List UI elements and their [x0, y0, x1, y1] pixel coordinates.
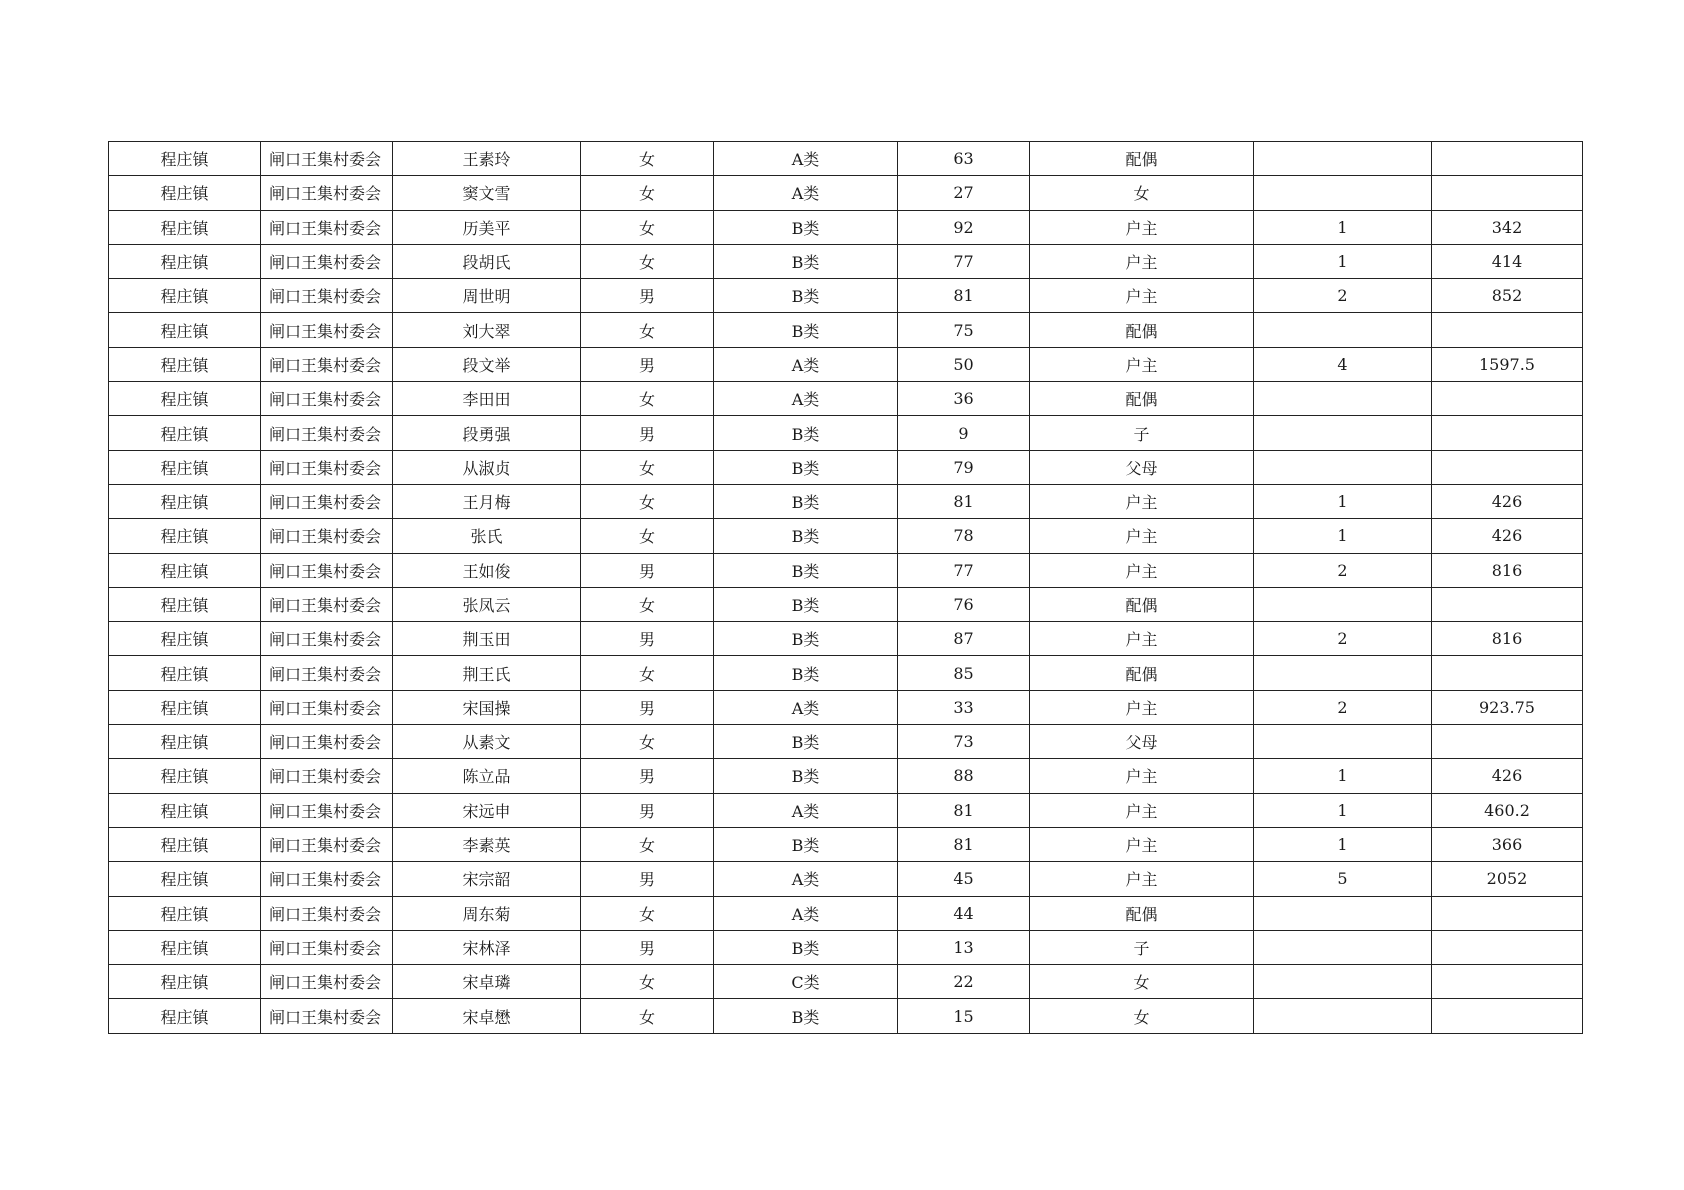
table-row [109, 725, 1583, 759]
table-row [109, 347, 1583, 381]
category-cell: B类 [714, 622, 898, 656]
village-cell: 闸口王集村委会 [261, 896, 393, 930]
name-cell: 周世明 [393, 279, 581, 313]
relation-cell: 户主 [1030, 279, 1254, 313]
amount-cell [1432, 313, 1583, 347]
relation-cell: 户主 [1030, 622, 1254, 656]
table-row [109, 484, 1583, 518]
age-cell: 33 [898, 690, 1030, 724]
name-cell: 宋卓璘 [393, 965, 581, 999]
village-cell: 闸口王集村委会 [261, 484, 393, 518]
gender-cell: 女 [581, 656, 714, 690]
age-cell: 76 [898, 587, 1030, 621]
village-cell: 闸口王集村委会 [261, 176, 393, 210]
name-cell: 段文举 [393, 347, 581, 381]
village-cell: 闸口王集村委会 [261, 279, 393, 313]
name-cell: 宋宗韶 [393, 862, 581, 896]
relation-cell: 户主 [1030, 244, 1254, 278]
name-cell: 王如俊 [393, 553, 581, 587]
category-cell: A类 [714, 382, 898, 416]
relation-cell: 配偶 [1030, 313, 1254, 347]
town-cell: 程庄镇 [109, 759, 261, 793]
gender-cell: 男 [581, 347, 714, 381]
relation-cell: 户主 [1030, 759, 1254, 793]
town-cell: 程庄镇 [109, 622, 261, 656]
category-cell: B类 [714, 930, 898, 964]
amount-cell [1432, 450, 1583, 484]
relation-cell: 女 [1030, 965, 1254, 999]
village-cell: 闸口王集村委会 [261, 450, 393, 484]
table-row [109, 622, 1583, 656]
category-cell: B类 [714, 759, 898, 793]
category-cell: B类 [714, 587, 898, 621]
table-row [109, 176, 1583, 210]
category-cell: A类 [714, 347, 898, 381]
amount-cell [1432, 896, 1583, 930]
table-row [109, 965, 1583, 999]
gender-cell: 女 [581, 484, 714, 518]
household-size-cell [1254, 999, 1432, 1033]
table-row [109, 759, 1583, 793]
name-cell: 宋林泽 [393, 930, 581, 964]
age-cell: 77 [898, 244, 1030, 278]
village-cell: 闸口王集村委会 [261, 313, 393, 347]
household-size-cell: 2 [1254, 622, 1432, 656]
household-size-cell: 1 [1254, 244, 1432, 278]
age-cell: 27 [898, 176, 1030, 210]
household-size-cell: 1 [1254, 827, 1432, 861]
village-cell: 闸口王集村委会 [261, 827, 393, 861]
household-size-cell [1254, 725, 1432, 759]
town-cell: 程庄镇 [109, 142, 261, 176]
table-row [109, 416, 1583, 450]
amount-cell [1432, 416, 1583, 450]
document-sheet [108, 141, 1582, 1034]
gender-cell: 女 [581, 244, 714, 278]
category-cell: C类 [714, 965, 898, 999]
category-cell: B类 [714, 279, 898, 313]
relation-cell: 父母 [1030, 450, 1254, 484]
amount-cell: 923.75 [1432, 690, 1583, 724]
town-cell: 程庄镇 [109, 244, 261, 278]
category-cell: B类 [714, 484, 898, 518]
table-row [109, 279, 1583, 313]
village-cell: 闸口王集村委会 [261, 210, 393, 244]
household-size-cell: 2 [1254, 553, 1432, 587]
category-cell: B类 [714, 999, 898, 1033]
household-size-cell [1254, 896, 1432, 930]
category-cell: A类 [714, 142, 898, 176]
village-cell: 闸口王集村委会 [261, 725, 393, 759]
relation-cell: 配偶 [1030, 382, 1254, 416]
household-size-cell [1254, 313, 1432, 347]
table-row [109, 999, 1583, 1033]
table-row [109, 244, 1583, 278]
name-cell: 宋卓懋 [393, 999, 581, 1033]
gender-cell: 男 [581, 622, 714, 656]
relation-cell: 配偶 [1030, 896, 1254, 930]
age-cell: 73 [898, 725, 1030, 759]
age-cell: 44 [898, 896, 1030, 930]
household-size-cell [1254, 176, 1432, 210]
gender-cell: 男 [581, 793, 714, 827]
name-cell: 窦文雪 [393, 176, 581, 210]
relation-cell: 户主 [1030, 793, 1254, 827]
town-cell: 程庄镇 [109, 587, 261, 621]
town-cell: 程庄镇 [109, 519, 261, 553]
gender-cell: 女 [581, 827, 714, 861]
village-cell: 闸口王集村委会 [261, 142, 393, 176]
town-cell: 程庄镇 [109, 450, 261, 484]
gender-cell: 女 [581, 519, 714, 553]
village-cell: 闸口王集村委会 [261, 793, 393, 827]
town-cell: 程庄镇 [109, 553, 261, 587]
category-cell: A类 [714, 862, 898, 896]
relation-cell: 户主 [1030, 347, 1254, 381]
relation-cell: 配偶 [1030, 142, 1254, 176]
household-size-cell [1254, 965, 1432, 999]
town-cell: 程庄镇 [109, 176, 261, 210]
village-cell: 闸口王集村委会 [261, 656, 393, 690]
gender-cell: 男 [581, 759, 714, 793]
town-cell: 程庄镇 [109, 484, 261, 518]
table-row [109, 210, 1583, 244]
amount-cell [1432, 725, 1583, 759]
table-row [109, 862, 1583, 896]
town-cell: 程庄镇 [109, 862, 261, 896]
relation-cell: 子 [1030, 930, 1254, 964]
amount-cell: 366 [1432, 827, 1583, 861]
village-cell: 闸口王集村委会 [261, 862, 393, 896]
name-cell: 宋远申 [393, 793, 581, 827]
table-row [109, 553, 1583, 587]
amount-cell [1432, 999, 1583, 1033]
age-cell: 85 [898, 656, 1030, 690]
table-row [109, 587, 1583, 621]
relation-cell: 户主 [1030, 690, 1254, 724]
name-cell: 刘大翠 [393, 313, 581, 347]
town-cell: 程庄镇 [109, 827, 261, 861]
household-size-cell [1254, 142, 1432, 176]
category-cell: B类 [714, 313, 898, 347]
amount-cell [1432, 176, 1583, 210]
relation-cell: 户主 [1030, 862, 1254, 896]
amount-cell [1432, 656, 1583, 690]
town-cell: 程庄镇 [109, 793, 261, 827]
village-cell: 闸口王集村委会 [261, 930, 393, 964]
town-cell: 程庄镇 [109, 896, 261, 930]
category-cell: B类 [714, 210, 898, 244]
village-cell: 闸口王集村委会 [261, 416, 393, 450]
age-cell: 79 [898, 450, 1030, 484]
name-cell: 张凤云 [393, 587, 581, 621]
category-cell: A类 [714, 793, 898, 827]
village-cell: 闸口王集村委会 [261, 999, 393, 1033]
town-cell: 程庄镇 [109, 382, 261, 416]
name-cell: 从素文 [393, 725, 581, 759]
age-cell: 92 [898, 210, 1030, 244]
gender-cell: 女 [581, 965, 714, 999]
gender-cell: 女 [581, 210, 714, 244]
gender-cell: 女 [581, 999, 714, 1033]
age-cell: 75 [898, 313, 1030, 347]
gender-cell: 女 [581, 587, 714, 621]
table-row [109, 142, 1583, 176]
household-size-cell: 2 [1254, 279, 1432, 313]
relation-cell: 子 [1030, 416, 1254, 450]
name-cell: 荆玉田 [393, 622, 581, 656]
relation-cell: 女 [1030, 176, 1254, 210]
category-cell: A类 [714, 896, 898, 930]
town-cell: 程庄镇 [109, 210, 261, 244]
gender-cell: 女 [581, 896, 714, 930]
name-cell: 宋国操 [393, 690, 581, 724]
age-cell: 77 [898, 553, 1030, 587]
gender-cell: 男 [581, 930, 714, 964]
age-cell: 13 [898, 930, 1030, 964]
age-cell: 45 [898, 862, 1030, 896]
age-cell: 81 [898, 827, 1030, 861]
amount-cell [1432, 382, 1583, 416]
table-row [109, 382, 1583, 416]
relation-cell: 配偶 [1030, 587, 1254, 621]
name-cell: 王月梅 [393, 484, 581, 518]
gender-cell: 男 [581, 690, 714, 724]
household-size-cell: 2 [1254, 690, 1432, 724]
gender-cell: 女 [581, 450, 714, 484]
village-cell: 闸口王集村委会 [261, 553, 393, 587]
age-cell: 36 [898, 382, 1030, 416]
category-cell: A类 [714, 690, 898, 724]
town-cell: 程庄镇 [109, 313, 261, 347]
name-cell: 从淑贞 [393, 450, 581, 484]
household-size-cell [1254, 416, 1432, 450]
amount-cell: 426 [1432, 484, 1583, 518]
category-cell: B类 [714, 416, 898, 450]
category-cell: B类 [714, 656, 898, 690]
village-cell: 闸口王集村委会 [261, 759, 393, 793]
amount-cell: 342 [1432, 210, 1583, 244]
table-row [109, 690, 1583, 724]
name-cell: 段胡氏 [393, 244, 581, 278]
household-size-cell: 5 [1254, 862, 1432, 896]
relation-cell: 户主 [1030, 519, 1254, 553]
name-cell: 荆王氏 [393, 656, 581, 690]
village-cell: 闸口王集村委会 [261, 965, 393, 999]
gender-cell: 男 [581, 279, 714, 313]
village-cell: 闸口王集村委会 [261, 690, 393, 724]
town-cell: 程庄镇 [109, 725, 261, 759]
town-cell: 程庄镇 [109, 930, 261, 964]
table-row [109, 519, 1583, 553]
household-size-cell [1254, 382, 1432, 416]
amount-cell [1432, 587, 1583, 621]
category-cell: B类 [714, 827, 898, 861]
category-cell: B类 [714, 244, 898, 278]
amount-cell: 460.2 [1432, 793, 1583, 827]
category-cell: B类 [714, 725, 898, 759]
household-size-cell: 4 [1254, 347, 1432, 381]
relation-cell: 户主 [1030, 827, 1254, 861]
village-cell: 闸口王集村委会 [261, 244, 393, 278]
household-size-cell: 1 [1254, 519, 1432, 553]
household-size-cell [1254, 656, 1432, 690]
amount-cell: 816 [1432, 553, 1583, 587]
age-cell: 22 [898, 965, 1030, 999]
age-cell: 81 [898, 484, 1030, 518]
table-row [109, 313, 1583, 347]
relation-cell: 女 [1030, 999, 1254, 1033]
household-size-cell: 1 [1254, 759, 1432, 793]
age-cell: 15 [898, 999, 1030, 1033]
relation-cell: 户主 [1030, 210, 1254, 244]
name-cell: 陈立品 [393, 759, 581, 793]
amount-cell: 426 [1432, 759, 1583, 793]
category-cell: A类 [714, 176, 898, 210]
amount-cell [1432, 930, 1583, 964]
village-cell: 闸口王集村委会 [261, 587, 393, 621]
name-cell: 周东菊 [393, 896, 581, 930]
name-cell: 段勇强 [393, 416, 581, 450]
village-cell: 闸口王集村委会 [261, 347, 393, 381]
table-row [109, 827, 1583, 861]
name-cell: 张氏 [393, 519, 581, 553]
name-cell: 李田田 [393, 382, 581, 416]
household-size-cell: 1 [1254, 793, 1432, 827]
roster-table [108, 141, 1583, 1034]
relation-cell: 父母 [1030, 725, 1254, 759]
household-size-cell [1254, 930, 1432, 964]
household-size-cell [1254, 450, 1432, 484]
category-cell: B类 [714, 553, 898, 587]
name-cell: 王素玲 [393, 142, 581, 176]
village-cell: 闸口王集村委会 [261, 622, 393, 656]
household-size-cell: 1 [1254, 484, 1432, 518]
amount-cell [1432, 142, 1583, 176]
table-row [109, 450, 1583, 484]
town-cell: 程庄镇 [109, 690, 261, 724]
table-row [109, 793, 1583, 827]
age-cell: 63 [898, 142, 1030, 176]
amount-cell: 2052 [1432, 862, 1583, 896]
name-cell: 李素英 [393, 827, 581, 861]
relation-cell: 户主 [1030, 553, 1254, 587]
age-cell: 9 [898, 416, 1030, 450]
town-cell: 程庄镇 [109, 279, 261, 313]
gender-cell: 男 [581, 416, 714, 450]
age-cell: 81 [898, 279, 1030, 313]
household-size-cell [1254, 587, 1432, 621]
gender-cell: 女 [581, 313, 714, 347]
household-size-cell: 1 [1254, 210, 1432, 244]
town-cell: 程庄镇 [109, 347, 261, 381]
gender-cell: 女 [581, 142, 714, 176]
town-cell: 程庄镇 [109, 416, 261, 450]
age-cell: 78 [898, 519, 1030, 553]
amount-cell: 816 [1432, 622, 1583, 656]
gender-cell: 女 [581, 725, 714, 759]
table-row [109, 896, 1583, 930]
relation-cell: 户主 [1030, 484, 1254, 518]
village-cell: 闸口王集村委会 [261, 382, 393, 416]
table-row [109, 930, 1583, 964]
town-cell: 程庄镇 [109, 656, 261, 690]
name-cell: 历美平 [393, 210, 581, 244]
gender-cell: 女 [581, 176, 714, 210]
relation-cell: 配偶 [1030, 656, 1254, 690]
town-cell: 程庄镇 [109, 965, 261, 999]
table-row [109, 656, 1583, 690]
age-cell: 81 [898, 793, 1030, 827]
age-cell: 88 [898, 759, 1030, 793]
age-cell: 50 [898, 347, 1030, 381]
town-cell: 程庄镇 [109, 999, 261, 1033]
age-cell: 87 [898, 622, 1030, 656]
amount-cell: 414 [1432, 244, 1583, 278]
gender-cell: 男 [581, 553, 714, 587]
gender-cell: 男 [581, 862, 714, 896]
amount-cell: 852 [1432, 279, 1583, 313]
category-cell: B类 [714, 450, 898, 484]
amount-cell: 1597.5 [1432, 347, 1583, 381]
gender-cell: 女 [581, 382, 714, 416]
village-cell: 闸口王集村委会 [261, 519, 393, 553]
category-cell: B类 [714, 519, 898, 553]
amount-cell: 426 [1432, 519, 1583, 553]
table-body [109, 142, 1583, 1034]
amount-cell [1432, 965, 1583, 999]
